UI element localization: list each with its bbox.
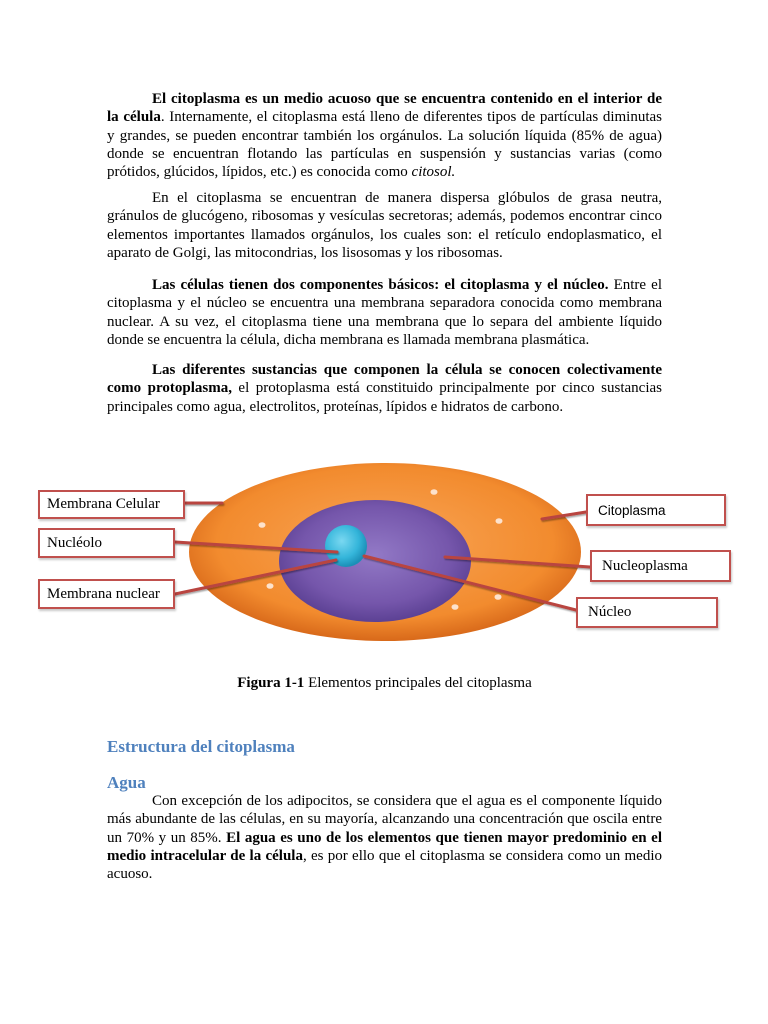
label-nucleoplasma <box>590 550 731 582</box>
label-text: Nucleoplasma <box>602 557 688 574</box>
granule-dot <box>431 489 438 495</box>
p2-text: En el citoplasma se encuentran de manera dispersa glóbulos de grasa neutra, gránulos de glucógeno, ribosomas y vesículas secretoras; además, podemos encontrar cinco elementos importantes llamados orgánulos, los cuales son: el retículo endoplasmatico, el aparato de Golgi, las mitocondrias, los lisosomas y los ribosomas. <box>107 190 662 261</box>
paragraph-agua <box>107 792 662 883</box>
figure-number: Figura 1-1 <box>237 675 305 691</box>
granule-dot <box>496 518 503 524</box>
p4-text: el protoplasma está constituido principalmente por cinco sustancias principales como agua, electrolitos, proteínas, lípidos e hidratos de carbono. <box>107 380 662 415</box>
granule-dot <box>259 522 266 528</box>
label-text: Núcleo <box>588 604 632 620</box>
label-text: Nucléolo <box>47 534 102 551</box>
granule-dot <box>495 594 502 600</box>
p3-bold-text: Las células tienen dos componentes básicos: el citoplasma y el núcleo. <box>152 277 609 293</box>
p5-text-before: Con excepción de los adipocitos, se considera que el agua es el componente líquido más abundante de las células, en su mayoría, alcanzando una concentración que oscila entre un 70% y un 85%. <box>107 793 662 846</box>
paragraph-citoplasma-definition <box>107 90 662 181</box>
figure-caption <box>107 674 662 692</box>
p1-text: . Internamente, el citoplasma está lleno de diferentes tipos de partículas diminutas y grandes, se pueden encontrar también los orgánulos. La solución líquida (85% de agua) donde se encuentran flotando las partículas en suspensión y sustancias varias (como prótidos, glúcidos, lípidos, etc.) es conocida como <box>107 109 662 180</box>
nucleus-ellipse <box>279 500 471 622</box>
granule-dot <box>267 583 274 589</box>
label-membrana-nuclear <box>38 579 175 609</box>
p3-text: Entre el citoplasma y el núcleo se encuentra una membrana separadora conocida como membrana nuclear. A su vez, el citoplasma tiene una membrana que lo separa del ambiente líquido donde se encuentra la célula, dicha membrana es llamada membrana plasmática. <box>107 277 662 348</box>
label-citoplasma <box>586 494 726 526</box>
label-nucleo <box>576 597 718 628</box>
label-nucleolo <box>38 528 175 558</box>
paragraph-protoplasma <box>107 361 662 416</box>
label-membrana-celular <box>38 490 185 519</box>
paragraph-componentes <box>107 276 662 349</box>
section-heading: Estructura del citoplasma <box>107 737 295 756</box>
p5-text-after: , es por ello que el citoplasma se considera como un medio acuoso. <box>107 847 663 882</box>
p1-italic-text: citosol. <box>411 164 456 180</box>
label-text: Membrana Celular <box>47 496 160 512</box>
figure-caption-text: Elementos principales del citoplasma <box>304 675 532 691</box>
subsection-heading: Agua <box>107 773 146 792</box>
p5-bold-text: El agua es uno de los elementos que tienen mayor predominio en el medio intracelular de la célula <box>107 829 662 864</box>
p4-bold-text: Las diferentes sustancias que componen la célula se conocen colectivamente como protoplasma, <box>107 362 662 397</box>
p1-bold-text: El citoplasma es un medio acuoso que se encuentra contenido en el interior de la célula <box>107 91 662 126</box>
label-text: Citoplasma <box>598 502 666 518</box>
label-text: Membrana nuclear <box>47 585 160 602</box>
granule-dot <box>452 604 459 610</box>
paragraph-organulos <box>107 189 662 262</box>
